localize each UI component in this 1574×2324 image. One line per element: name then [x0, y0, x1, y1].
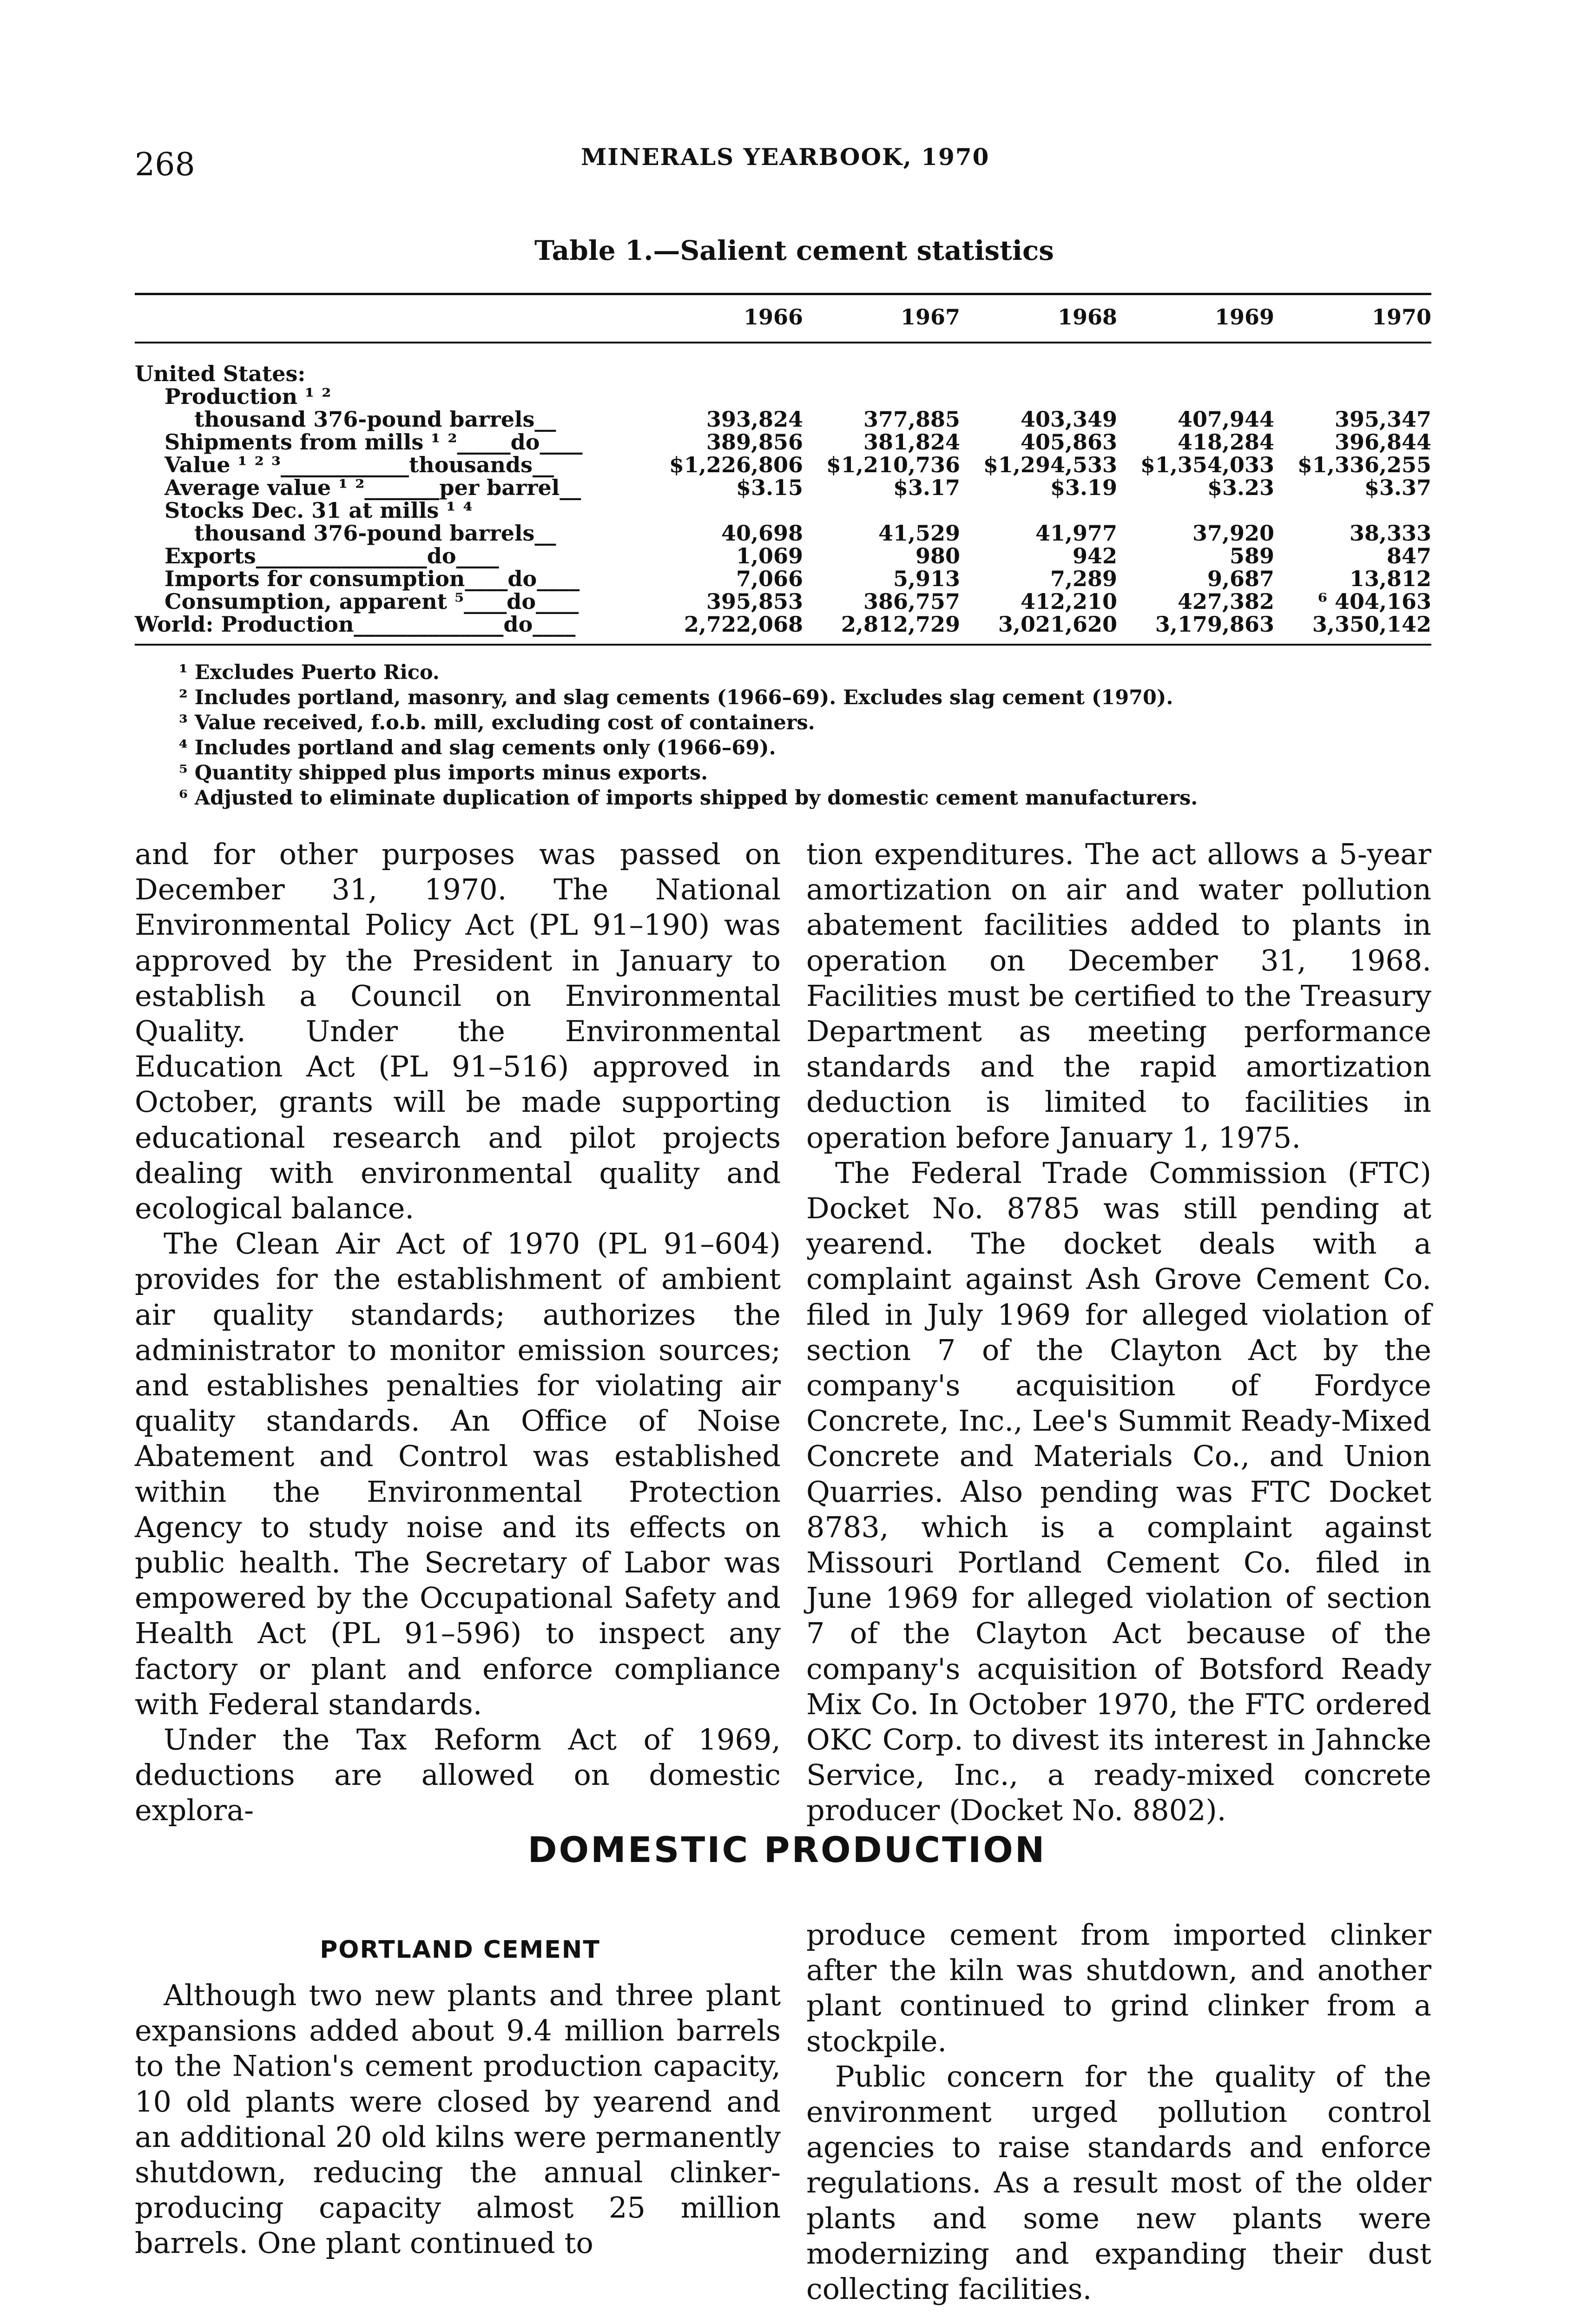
cell-1969 — [1117, 385, 1274, 408]
cell-1967: 980 — [915, 543, 960, 568]
cell-1967 — [803, 499, 960, 522]
cell-1967: 2,812,729 — [841, 612, 960, 637]
cell-1970: 847 — [1386, 543, 1431, 568]
cell-1968: $1,294,533 — [983, 452, 1117, 477]
cell-1966 — [646, 363, 803, 385]
cell-1970 — [1274, 385, 1431, 408]
cell-1968: 3,021,620 — [998, 612, 1117, 637]
cell-1969: 589 — [1229, 543, 1274, 568]
cell-1969: 3,179,863 — [1155, 612, 1274, 637]
paragraph: The Federal Trade Commission (FTC) Docket No. 8785 was still pending at yearend. The docket deals with a complaint against Ash Grove Cement Co. filed in July 1969 for alleged violation of section 7 of the Clayton Act by the company's acquisition of Fordyce Concrete, Inc., Lee's Summit Ready-Mixed Concrete and Materials Co., and Union Quarries. Also pending was FTC Docket 8783, which is a complaint against Missouri Portland Cement Co. filed in June 1969 for alleged violation of section 7 of the Clayton Act because of the company's acquisition of Botsford Ready Mix Co. In October 1970, the FTC ordered OKC Corp. to divest its interest in Jahncke Service, Inc., a ready-mixed concrete producer (Docket No. 8802). — [806, 1155, 1431, 1828]
cell-1970: 38,333 — [1349, 521, 1431, 546]
cell-1966: 393,824 — [706, 407, 803, 432]
table-row — [135, 431, 1431, 454]
table-row — [135, 522, 1431, 545]
footnote: ⁵ Quantity shipped plus imports minus exports. — [179, 761, 708, 785]
cell-1969: 407,944 — [1177, 407, 1274, 432]
cell-1969 — [1117, 363, 1274, 385]
section-heading: DOMESTIC PRODUCTION — [527, 1829, 1047, 1870]
table-row — [135, 545, 1431, 568]
table-header-rule — [135, 342, 1431, 343]
paragraph: Public concern for the quality of the environment urged pollution control agencies to raise standards and enforce regulations. As a result most of the older plants and some new plants were modernizing and expanding their dust collecting facilities. — [806, 2059, 1431, 2306]
cell-1969 — [1117, 499, 1274, 522]
cell-1968: $3.19 — [1050, 475, 1117, 500]
upper-left-column — [135, 837, 781, 1829]
cell-1967: $1,210,736 — [826, 452, 960, 477]
cell-1970: 395,347 — [1334, 407, 1431, 432]
cell-1966: 395,853 — [706, 589, 803, 614]
table-title: Table 1.—Salient cement statistics — [534, 235, 1054, 266]
cell-1970: 3,350,142 — [1312, 612, 1431, 637]
lower-right-column — [806, 1917, 1431, 2307]
cell-1969: 37,920 — [1192, 521, 1274, 546]
cell-1967: 41,529 — [878, 521, 960, 546]
cell-1967: 381,824 — [863, 429, 960, 455]
row-label: Average value ¹ ²_______per barrel__ — [135, 475, 581, 500]
row-label: Imports for consumption____do____ — [135, 566, 580, 591]
cell-1969: 427,382 — [1177, 589, 1274, 614]
cell-1968: 403,349 — [1020, 407, 1117, 432]
row-label: Value ¹ ² ³____________thousands__ — [135, 452, 554, 477]
cell-1967: 5,913 — [893, 566, 960, 591]
cell-1966 — [646, 499, 803, 522]
cell-1969: 9,687 — [1207, 566, 1274, 591]
footnote: ¹ Excludes Puerto Rico. — [179, 661, 440, 684]
cell-1966: $3.15 — [736, 475, 803, 500]
paragraph: tion expenditures. The act allows a 5-year amortization on air and water pollution abatement facilities added to plants in operation on December 31, 1968. Facilities must be certified to the Treasury Department as meeting performance standards and the rapid amortization deduction is limited to facilities in operation before January 1, 1975. — [806, 837, 1431, 1155]
cell-1970: $1,336,255 — [1297, 452, 1431, 477]
row-label: Production ¹ ² — [135, 384, 331, 409]
table-row — [135, 568, 1431, 590]
column-header-1970: 1970 — [1371, 304, 1431, 330]
table-row — [135, 454, 1431, 476]
table-row — [135, 363, 1431, 385]
cell-1966: $1,226,806 — [669, 452, 803, 477]
column-header-1968: 1968 — [1057, 304, 1117, 330]
cell-1968 — [960, 385, 1117, 408]
cell-1968: 942 — [1072, 543, 1117, 568]
table-row — [135, 408, 1431, 431]
cell-1968: 41,977 — [1035, 521, 1117, 546]
table-row — [135, 385, 1431, 408]
cell-1969: 418,284 — [1177, 429, 1274, 455]
column-header-1967: 1967 — [900, 304, 960, 330]
salient-cement-statistics-table — [135, 363, 1431, 636]
cell-1969: $1,354,033 — [1140, 452, 1274, 477]
table-top-rule — [135, 293, 1431, 295]
cell-1966: 40,698 — [721, 521, 803, 546]
column-header-1969: 1969 — [1214, 304, 1274, 330]
paragraph: Under the Tax Reform Act of 1969, deductions are allowed on domestic explora- — [135, 1723, 781, 1828]
paragraph: and for other purposes was passed on December 31, 1970. The National Environmental Policy Act (PL 91–190) was approved by the President in January to establish a Council on Environmental Quality. Under the Environmental Education Act (PL 91–516) approved in October, grants will be made supporting educational research and pilot projects dealing with environmental quality and ecological balance. — [135, 837, 781, 1226]
cell-1967: $3.17 — [893, 475, 960, 500]
cell-1966: 389,856 — [706, 429, 803, 455]
table-footnotes — [179, 660, 1198, 811]
cell-1968: 412,210 — [1020, 589, 1117, 614]
cell-1970 — [1274, 363, 1431, 385]
row-label: Consumption, apparent ⁵____do____ — [135, 589, 579, 614]
subheading: PORTLAND CEMENT — [320, 1936, 600, 1964]
running-title: MINERALS YEARBOOK, 1970 — [581, 143, 990, 171]
footnote: ⁴ Includes portland and slag cements only (1966–69). — [179, 736, 776, 759]
upper-right-column — [806, 837, 1431, 1829]
row-label: World: Production______________do____ — [135, 612, 576, 637]
cell-1967 — [803, 363, 960, 385]
cell-1966: 2,722,068 — [684, 612, 803, 637]
cell-1970: 13,812 — [1349, 566, 1431, 591]
cell-1970: 396,844 — [1334, 429, 1431, 455]
row-label: Exports________________do____ — [135, 543, 499, 568]
column-header-1966: 1966 — [743, 304, 803, 330]
lower-left-column — [135, 1978, 781, 2261]
cell-1966: 7,066 — [736, 566, 803, 591]
cell-1966 — [646, 385, 803, 408]
cell-1967 — [803, 385, 960, 408]
row-label: thousand 376-pound barrels__ — [135, 521, 556, 546]
cell-1967: 377,885 — [863, 407, 960, 432]
cell-1968 — [960, 363, 1117, 385]
page-number: 268 — [135, 146, 195, 183]
row-label: Shipments from mills ¹ ²_____do____ — [135, 429, 583, 455]
row-label: United States: — [135, 361, 306, 386]
cell-1968: 7,289 — [1050, 566, 1117, 591]
cell-1968: 405,863 — [1020, 429, 1117, 455]
cell-1967: 386,757 — [863, 589, 960, 614]
paragraph: produce cement from imported clinker after the kiln was shutdown, and another plant continued to grind clinker from a stockpile. — [806, 1918, 1431, 2058]
cell-1966: 1,069 — [736, 543, 803, 568]
table-row — [135, 499, 1431, 522]
cell-1968 — [960, 499, 1117, 522]
cell-1970: ⁶ 404,163 — [1317, 589, 1431, 614]
table-row — [135, 590, 1431, 613]
footnote: ⁶ Adjusted to eliminate duplication of imports shipped by domestic cement manufacturers. — [179, 786, 1198, 810]
cell-1970 — [1274, 499, 1431, 522]
paragraph: The Clean Air Act of 1970 (PL 91–604) provides for the establishment of ambient air quality standards; authorizes the administrator to monitor emission sources; and establishes penalties for violating air quality standards. An Office of Noise Abatement and Control was established within the Environmental Protection Agency to study noise and its effects on public health. The Secretary of Labor was empowered by the Occupational Safety and Health Act (PL 91–596) to inspect any factory or plant and enforce compliance with Federal standards. — [135, 1227, 781, 1721]
cell-1969: $3.23 — [1207, 475, 1274, 500]
footnote: ² Includes portland, masonry, and slag cements (1966–69). Excludes slag cement (1970). — [179, 686, 1173, 709]
paragraph: Although two new plants and three plant expansions added about 9.4 million barrels to the Nation's cement production capacity, 10 old plants were closed by yearend and an additional 20 old kilns were permanently shutdown, reducing the annual clinker-producing capacity almost 25 million barrels. One plant continued to — [135, 1978, 781, 2260]
table-row — [135, 613, 1431, 636]
row-label: Stocks Dec. 31 at mills ¹ ⁴ — [135, 498, 473, 523]
footnote: ³ Value received, f.o.b. mill, excluding cost of containers. — [179, 711, 815, 734]
table-row — [135, 476, 1431, 499]
cell-1970: $3.37 — [1364, 475, 1431, 500]
row-label: thousand 376-pound barrels__ — [135, 407, 556, 432]
table-bottom-rule — [135, 644, 1431, 646]
